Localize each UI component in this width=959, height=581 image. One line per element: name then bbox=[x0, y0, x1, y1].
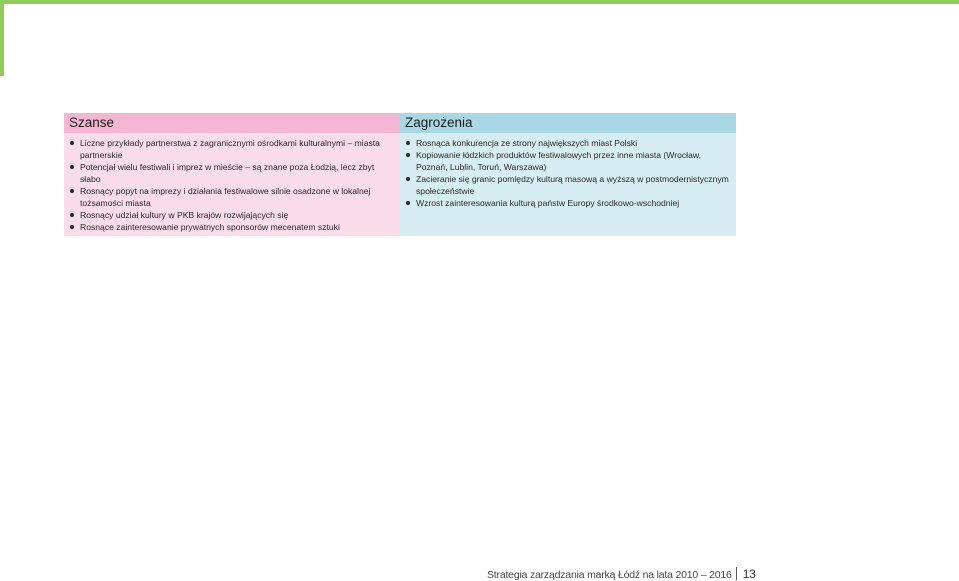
szanse-title: Szanse bbox=[64, 113, 400, 133]
footer-separator bbox=[736, 567, 737, 580]
list-item: Potencjał wielu festiwali i imprez w mieście – są znane poza Łodzią, lecz zbyt słabo bbox=[70, 161, 394, 185]
list-item: Wzrost zainteresowania kulturą państw Europy środkowo-wschodniej bbox=[406, 197, 730, 209]
szanse-body bbox=[64, 133, 400, 236]
zagrozenia-body bbox=[400, 133, 736, 236]
page-number: 13 bbox=[742, 567, 756, 581]
list-item: Kopiowanie łódzkich produktów festiwalowych przez inne miasta (Wrocław, Poznań, Lublin, Toruń, Warszawa) bbox=[406, 149, 730, 173]
list-item: Liczne przykłady partnerstwa z zagranicznymi ośrodkami kulturalnymi – miasta partnerskie bbox=[70, 137, 394, 161]
list-item: Rosnący popyt na imprezy i działania festiwalowe silnie osadzone w lokalnej tożsamości miasta bbox=[70, 185, 394, 209]
list-item: Zacieranie się granic pomiędzy kulturą masową a wyższą w postmodernistycznym społeczeństwie bbox=[406, 173, 730, 197]
page-footer bbox=[487, 567, 756, 581]
page-frame-left bbox=[0, 0, 4, 76]
list-item: Rosnąca konkurencja ze strony największych miast Polski bbox=[406, 137, 730, 149]
zagrozenia-title: Zagrożenia bbox=[400, 113, 736, 133]
zagrozenia-box bbox=[400, 113, 736, 236]
szanse-box bbox=[64, 113, 400, 236]
szanse-list bbox=[70, 137, 394, 233]
list-item: Rosnący udział kultury w PKB krajów rozwijających się bbox=[70, 209, 394, 221]
zagrozenia-list bbox=[406, 137, 730, 209]
page-frame-top bbox=[0, 0, 959, 4]
list-item: Rosnące zainteresowanie prywatnych sponsorów mecenatem sztuki bbox=[70, 221, 394, 233]
footer-text: Strategia zarządzania marką Łódź na lata 2010 – 2016 bbox=[487, 569, 732, 581]
